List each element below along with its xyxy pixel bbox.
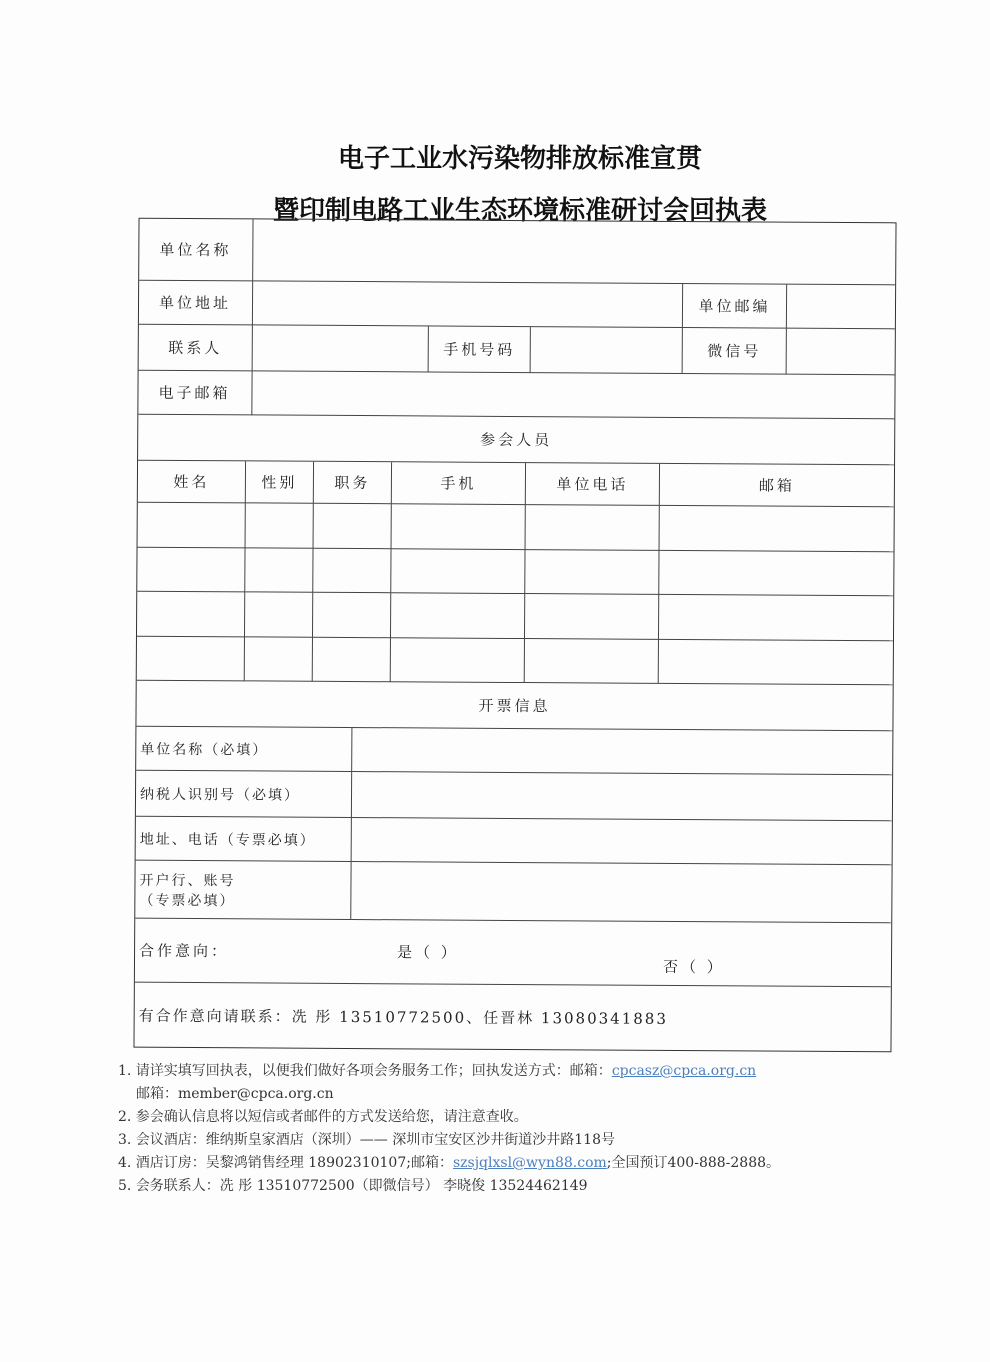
taxpayer-id-field[interactable] bbox=[352, 772, 892, 821]
label-postcode: 单位邮编 bbox=[683, 284, 787, 329]
label-unit-address: 单位地址 bbox=[139, 281, 253, 326]
label-unit-name: 单位名称 bbox=[139, 219, 253, 282]
note-4: 4. 酒店订房：吴黎鸿销售经理 18902310107;邮箱：szsjqlxsl@wyn88.com;全国预订400-888-2888。 bbox=[118, 1155, 781, 1171]
attendee-cell[interactable] bbox=[245, 637, 313, 682]
attendee-cell[interactable] bbox=[525, 550, 659, 595]
cooperation-yes-option[interactable]: 是（ ） bbox=[397, 943, 459, 962]
col-office-phone: 单位电话 bbox=[526, 463, 660, 506]
cooperation-contact: 有合作意向请联系：冼 彤 13510772500、任晋林 13080341883 bbox=[138, 1006, 668, 1028]
attendee-cell[interactable] bbox=[137, 636, 245, 681]
invoice-header: 开票信息 bbox=[136, 681, 892, 732]
attendee-cell[interactable] bbox=[137, 592, 245, 637]
attendee-cell[interactable] bbox=[246, 503, 314, 548]
attendee-cell[interactable] bbox=[525, 639, 659, 684]
label-contact: 联系人 bbox=[139, 325, 253, 372]
attendee-cell[interactable] bbox=[659, 595, 893, 641]
title-line-1: 电子工业水污染物排放标准宣贯 bbox=[337, 144, 702, 174]
cooperation-label: 合作意向： bbox=[139, 941, 230, 961]
attendee-cell[interactable] bbox=[391, 593, 525, 638]
email-link-hotel[interactable]: szsjqlxsl@wyn88.com bbox=[452, 1155, 607, 1171]
cooperation-no-option[interactable]: 否（ ） bbox=[662, 957, 725, 977]
title-line-2: 暨印制电路工业生态环境标准研讨会回执表 bbox=[272, 196, 767, 226]
email-link-cpcasz[interactable]: cpcasz@cpca.org.cn bbox=[611, 1063, 757, 1079]
postcode-field[interactable] bbox=[787, 285, 895, 330]
attendee-cell[interactable] bbox=[391, 549, 525, 594]
attendee-cell[interactable] bbox=[313, 548, 391, 593]
registration-form-table bbox=[133, 218, 896, 1053]
label-bank-account-line1: 开户行、账号 bbox=[139, 872, 236, 889]
label-address-phone: 地址、电话（专票必填） bbox=[136, 817, 352, 862]
note-3: 3. 会议酒店：维纳斯皇家酒店（深圳）—— 深圳市宝安区沙井街道沙井路118号 bbox=[118, 1132, 615, 1148]
label-mobile: 手机号码 bbox=[429, 326, 531, 373]
address-phone-field[interactable] bbox=[352, 818, 892, 865]
attendee-cell[interactable] bbox=[137, 547, 245, 592]
unit-name-field[interactable] bbox=[253, 219, 895, 285]
mobile-field[interactable] bbox=[531, 327, 683, 374]
note-1-email: 邮箱：member@cpca.org.cn bbox=[136, 1086, 334, 1102]
attendee-cell[interactable] bbox=[313, 637, 391, 682]
attendees-header: 参会人员 bbox=[138, 415, 894, 466]
col-position: 职务 bbox=[314, 462, 392, 504]
label-taxpayer-id: 纳税人识别号（必填） bbox=[136, 771, 352, 818]
attendee-cell[interactable] bbox=[659, 550, 893, 596]
label-bank-account-line2: （专票必填） bbox=[139, 892, 236, 909]
note-2: 2. 参会确认信息将以短信或者邮件的方式发送给您，请注意查收。 bbox=[118, 1109, 528, 1125]
label-email: 电子邮箱 bbox=[138, 371, 252, 416]
invoice-unit-name-field[interactable] bbox=[352, 728, 892, 775]
col-mobile: 手机 bbox=[392, 462, 526, 505]
attendee-cell[interactable] bbox=[392, 504, 526, 549]
label-bank-account bbox=[135, 861, 351, 920]
col-email: 邮箱 bbox=[660, 464, 894, 507]
label-wechat: 微信号 bbox=[683, 328, 787, 375]
attendee-cell[interactable] bbox=[245, 548, 313, 593]
unit-address-field[interactable] bbox=[253, 281, 683, 328]
attendee-cell[interactable] bbox=[659, 639, 893, 685]
cooperation-row bbox=[135, 919, 891, 988]
attendee-cell[interactable] bbox=[525, 594, 659, 639]
attendee-cell[interactable] bbox=[313, 593, 391, 638]
note-1: 1. 请详实填写回执表，以便我们做好各项会务服务工作；回执发送方式：邮箱：cpcasz@cpca.org.cn bbox=[118, 1063, 757, 1079]
bank-account-field[interactable] bbox=[351, 862, 891, 923]
attendee-cell[interactable] bbox=[245, 592, 313, 637]
col-gender: 性别 bbox=[246, 461, 314, 503]
attendee-cell[interactable] bbox=[138, 503, 246, 548]
attendee-cell[interactable] bbox=[391, 638, 525, 683]
attendee-cell[interactable] bbox=[314, 504, 392, 549]
contact-field[interactable] bbox=[253, 325, 429, 372]
col-name: 姓名 bbox=[138, 461, 246, 504]
note-5: 5. 会务联系人：冼 彤 13510772500（即微信号） 李晓俊 13524462149 bbox=[118, 1178, 588, 1194]
notes bbox=[118, 1060, 780, 1198]
label-invoice-unit-name: 单位名称（必填） bbox=[136, 727, 352, 772]
attendee-cell[interactable] bbox=[660, 506, 894, 552]
attendee-cell[interactable] bbox=[526, 505, 660, 550]
email-field[interactable] bbox=[252, 371, 894, 419]
wechat-field[interactable] bbox=[787, 329, 895, 376]
